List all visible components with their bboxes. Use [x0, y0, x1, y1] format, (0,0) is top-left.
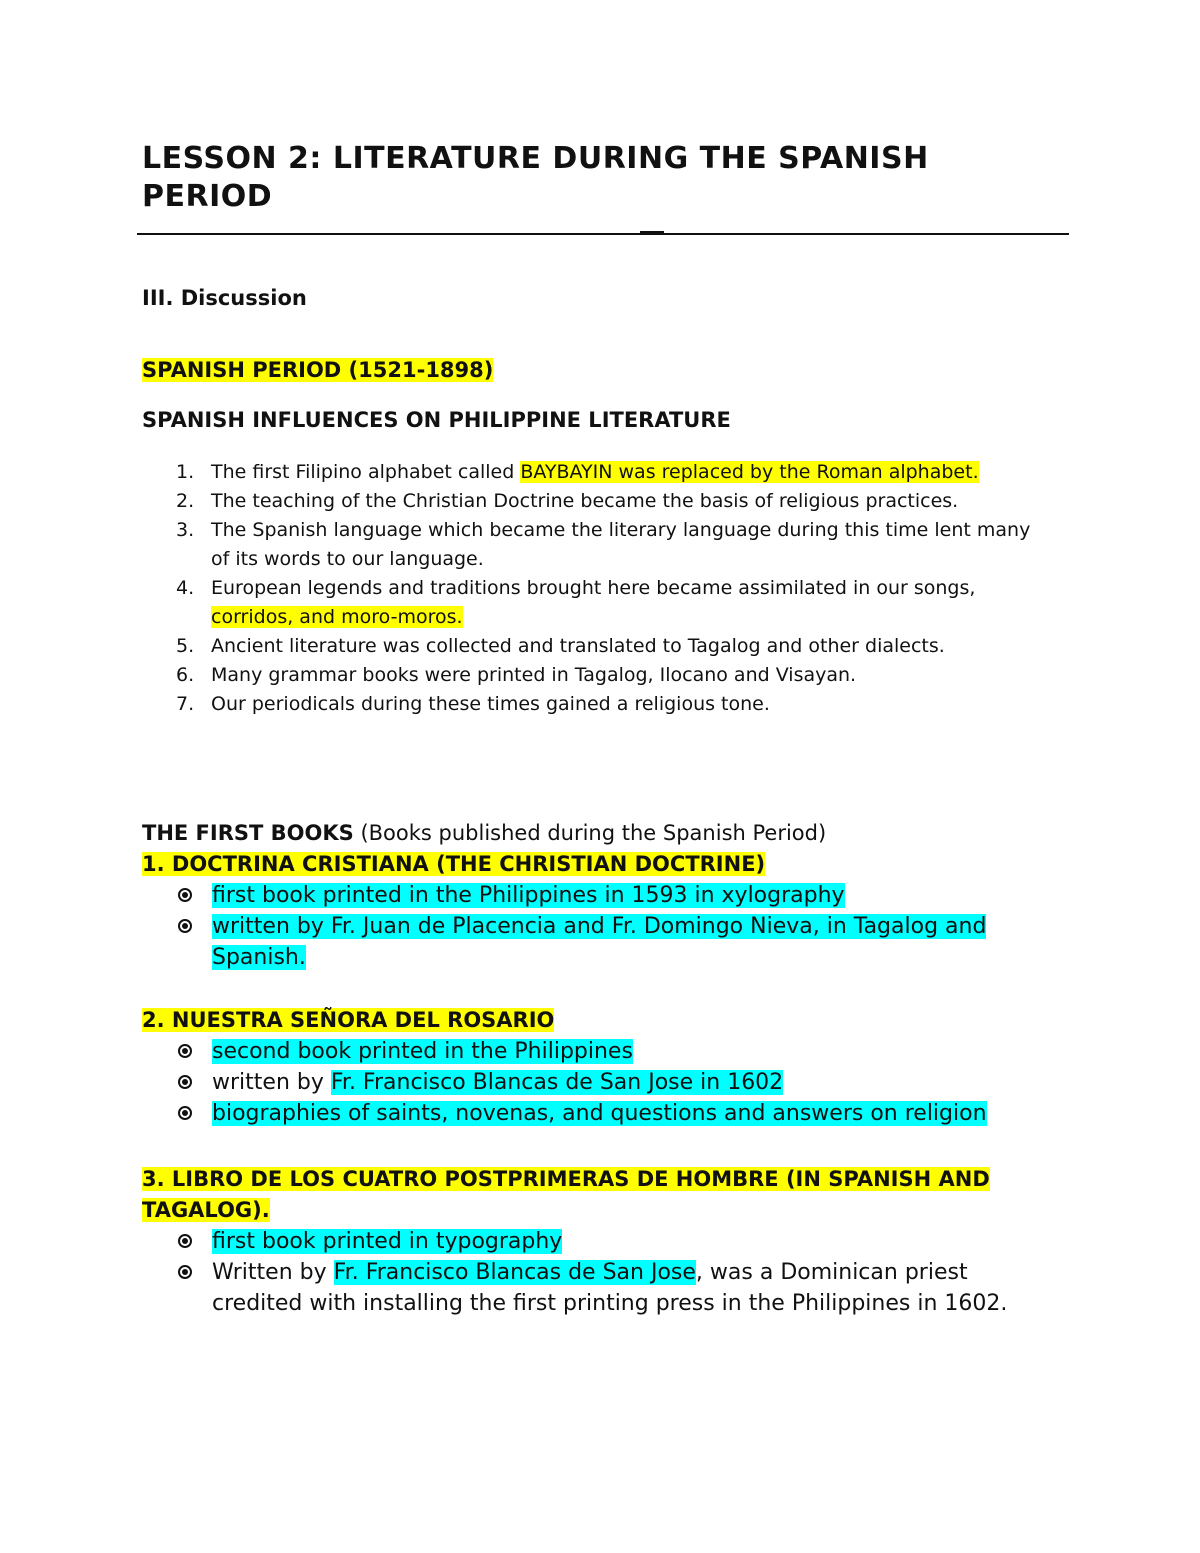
- bullet-icon: [178, 1265, 192, 1279]
- list-item: [142, 574, 1042, 632]
- list-highlight: corridos, and moro-moros.: [211, 606, 463, 628]
- bullet-item: [142, 1098, 1062, 1129]
- bullet-highlight: Fr. Francisco Blancas de San Jose in 1602: [330, 1070, 784, 1095]
- list-text: Our periodicals during these times gained a religious tone.: [211, 693, 770, 715]
- bullet-icon: [178, 1106, 192, 1120]
- list-text: The Spanish language which became the literary language during this time lent many of its words to our language.: [211, 519, 1031, 570]
- period-heading: [142, 358, 1062, 382]
- book-3: [142, 1164, 1062, 1319]
- list-item: [142, 690, 1042, 719]
- list-text: Ancient literature was collected and translated to Tagalog and other dialects.: [211, 635, 945, 657]
- bullet-item: [142, 911, 1062, 973]
- book-3-bullets: [142, 1226, 1062, 1319]
- book-1-bullets: [142, 880, 1062, 973]
- list-highlight: BAYBAYIN was replaced by the Roman alphabet.: [520, 461, 979, 483]
- list-number: 2.: [176, 490, 195, 512]
- list-item: [142, 632, 1042, 661]
- bullet-icon: [178, 1234, 192, 1248]
- bullet-item: [142, 880, 1062, 911]
- book-2-title: [142, 1005, 1062, 1036]
- bullet-item: [142, 1257, 1062, 1319]
- list-item: [142, 458, 1042, 487]
- bullet-item: [142, 1067, 1062, 1098]
- bullet-text: Written by: [212, 1260, 334, 1285]
- bullet-highlight: biographies of saints, novenas, and questions and answers on religion: [212, 1101, 987, 1126]
- list-number: 5.: [176, 635, 195, 657]
- book-1-title: [142, 849, 1062, 880]
- list-number: 7.: [176, 693, 195, 715]
- bullet-highlight: second book printed in the Philippines: [212, 1039, 633, 1064]
- first-books-heading: [142, 817, 1062, 849]
- bullet-text: written by: [212, 1070, 331, 1095]
- bullet-highlight: written by Fr. Juan de Placencia and Fr. Domingo Nieva, in Tagalog and Spanish.: [212, 914, 987, 970]
- lesson-title: LESSON 2: LITERATURE DURING THE SPANISH PERIOD: [142, 141, 929, 214]
- bullet-highlight: first book printed in the Philippines in 1593 in xylography: [212, 883, 845, 908]
- bullet-highlight: Fr. Francisco Blancas de San Jose: [333, 1260, 696, 1285]
- first-books-heading-bold: THE FIRST BOOKS: [142, 821, 354, 845]
- list-text: Many grammar books were printed in Tagalog, Ilocano and Visayan.: [211, 664, 857, 686]
- book-2: [142, 1005, 1062, 1129]
- bullet-icon: [178, 1044, 192, 1058]
- list-item: [142, 516, 1042, 574]
- book-title-text: 3. LIBRO DE LOS CUATRO POSTPRIMERAS DE HOMBRE (IN SPANISH AND TAGALOG).: [142, 1167, 990, 1222]
- first-books-heading-rest: (Books published during the Spanish Period): [353, 821, 827, 845]
- bullet-item: [142, 1226, 1062, 1257]
- book-3-title: [142, 1164, 1062, 1226]
- list-item: [142, 487, 1042, 516]
- bullet-text-after: , was a Dominican priest credited with installing the first printing press in the Philippines in 1602.: [212, 1260, 1008, 1316]
- title-divider: [137, 233, 1069, 235]
- bullet-icon: [178, 888, 192, 902]
- list-text: The teaching of the Christian Doctrine became the basis of religious practices.: [211, 490, 959, 512]
- period-heading-text: SPANISH PERIOD (1521-1898): [142, 358, 494, 382]
- bullet-item: [142, 1036, 1062, 1067]
- influences-heading: SPANISH INFLUENCES ON PHILIPPINE LITERATURE: [142, 408, 731, 432]
- book-title-text: 2. NUESTRA SEÑORA DEL ROSARIO: [142, 1008, 555, 1032]
- list-number: 3.: [176, 519, 195, 541]
- list-text: European legends and traditions brought here became assimilated in our songs,: [211, 577, 976, 599]
- list-item: [142, 661, 1042, 690]
- book-title-text: 1. DOCTRINA CRISTIANA (THE CHRISTIAN DOCTRINE): [142, 852, 766, 876]
- influences-list: [142, 458, 1042, 719]
- bullet-icon: [178, 1075, 192, 1089]
- bullet-highlight: first book printed in typography: [212, 1229, 563, 1254]
- list-number: 1.: [176, 461, 195, 483]
- title-divider-tick: [640, 231, 664, 233]
- section-heading: III. Discussion: [142, 286, 307, 310]
- list-number: 4.: [176, 577, 195, 599]
- bullet-icon: [178, 919, 192, 933]
- list-number: 6.: [176, 664, 195, 686]
- book-2-bullets: [142, 1036, 1062, 1129]
- list-text: The first Filipino alphabet called: [211, 461, 521, 483]
- book-1: [142, 849, 1062, 973]
